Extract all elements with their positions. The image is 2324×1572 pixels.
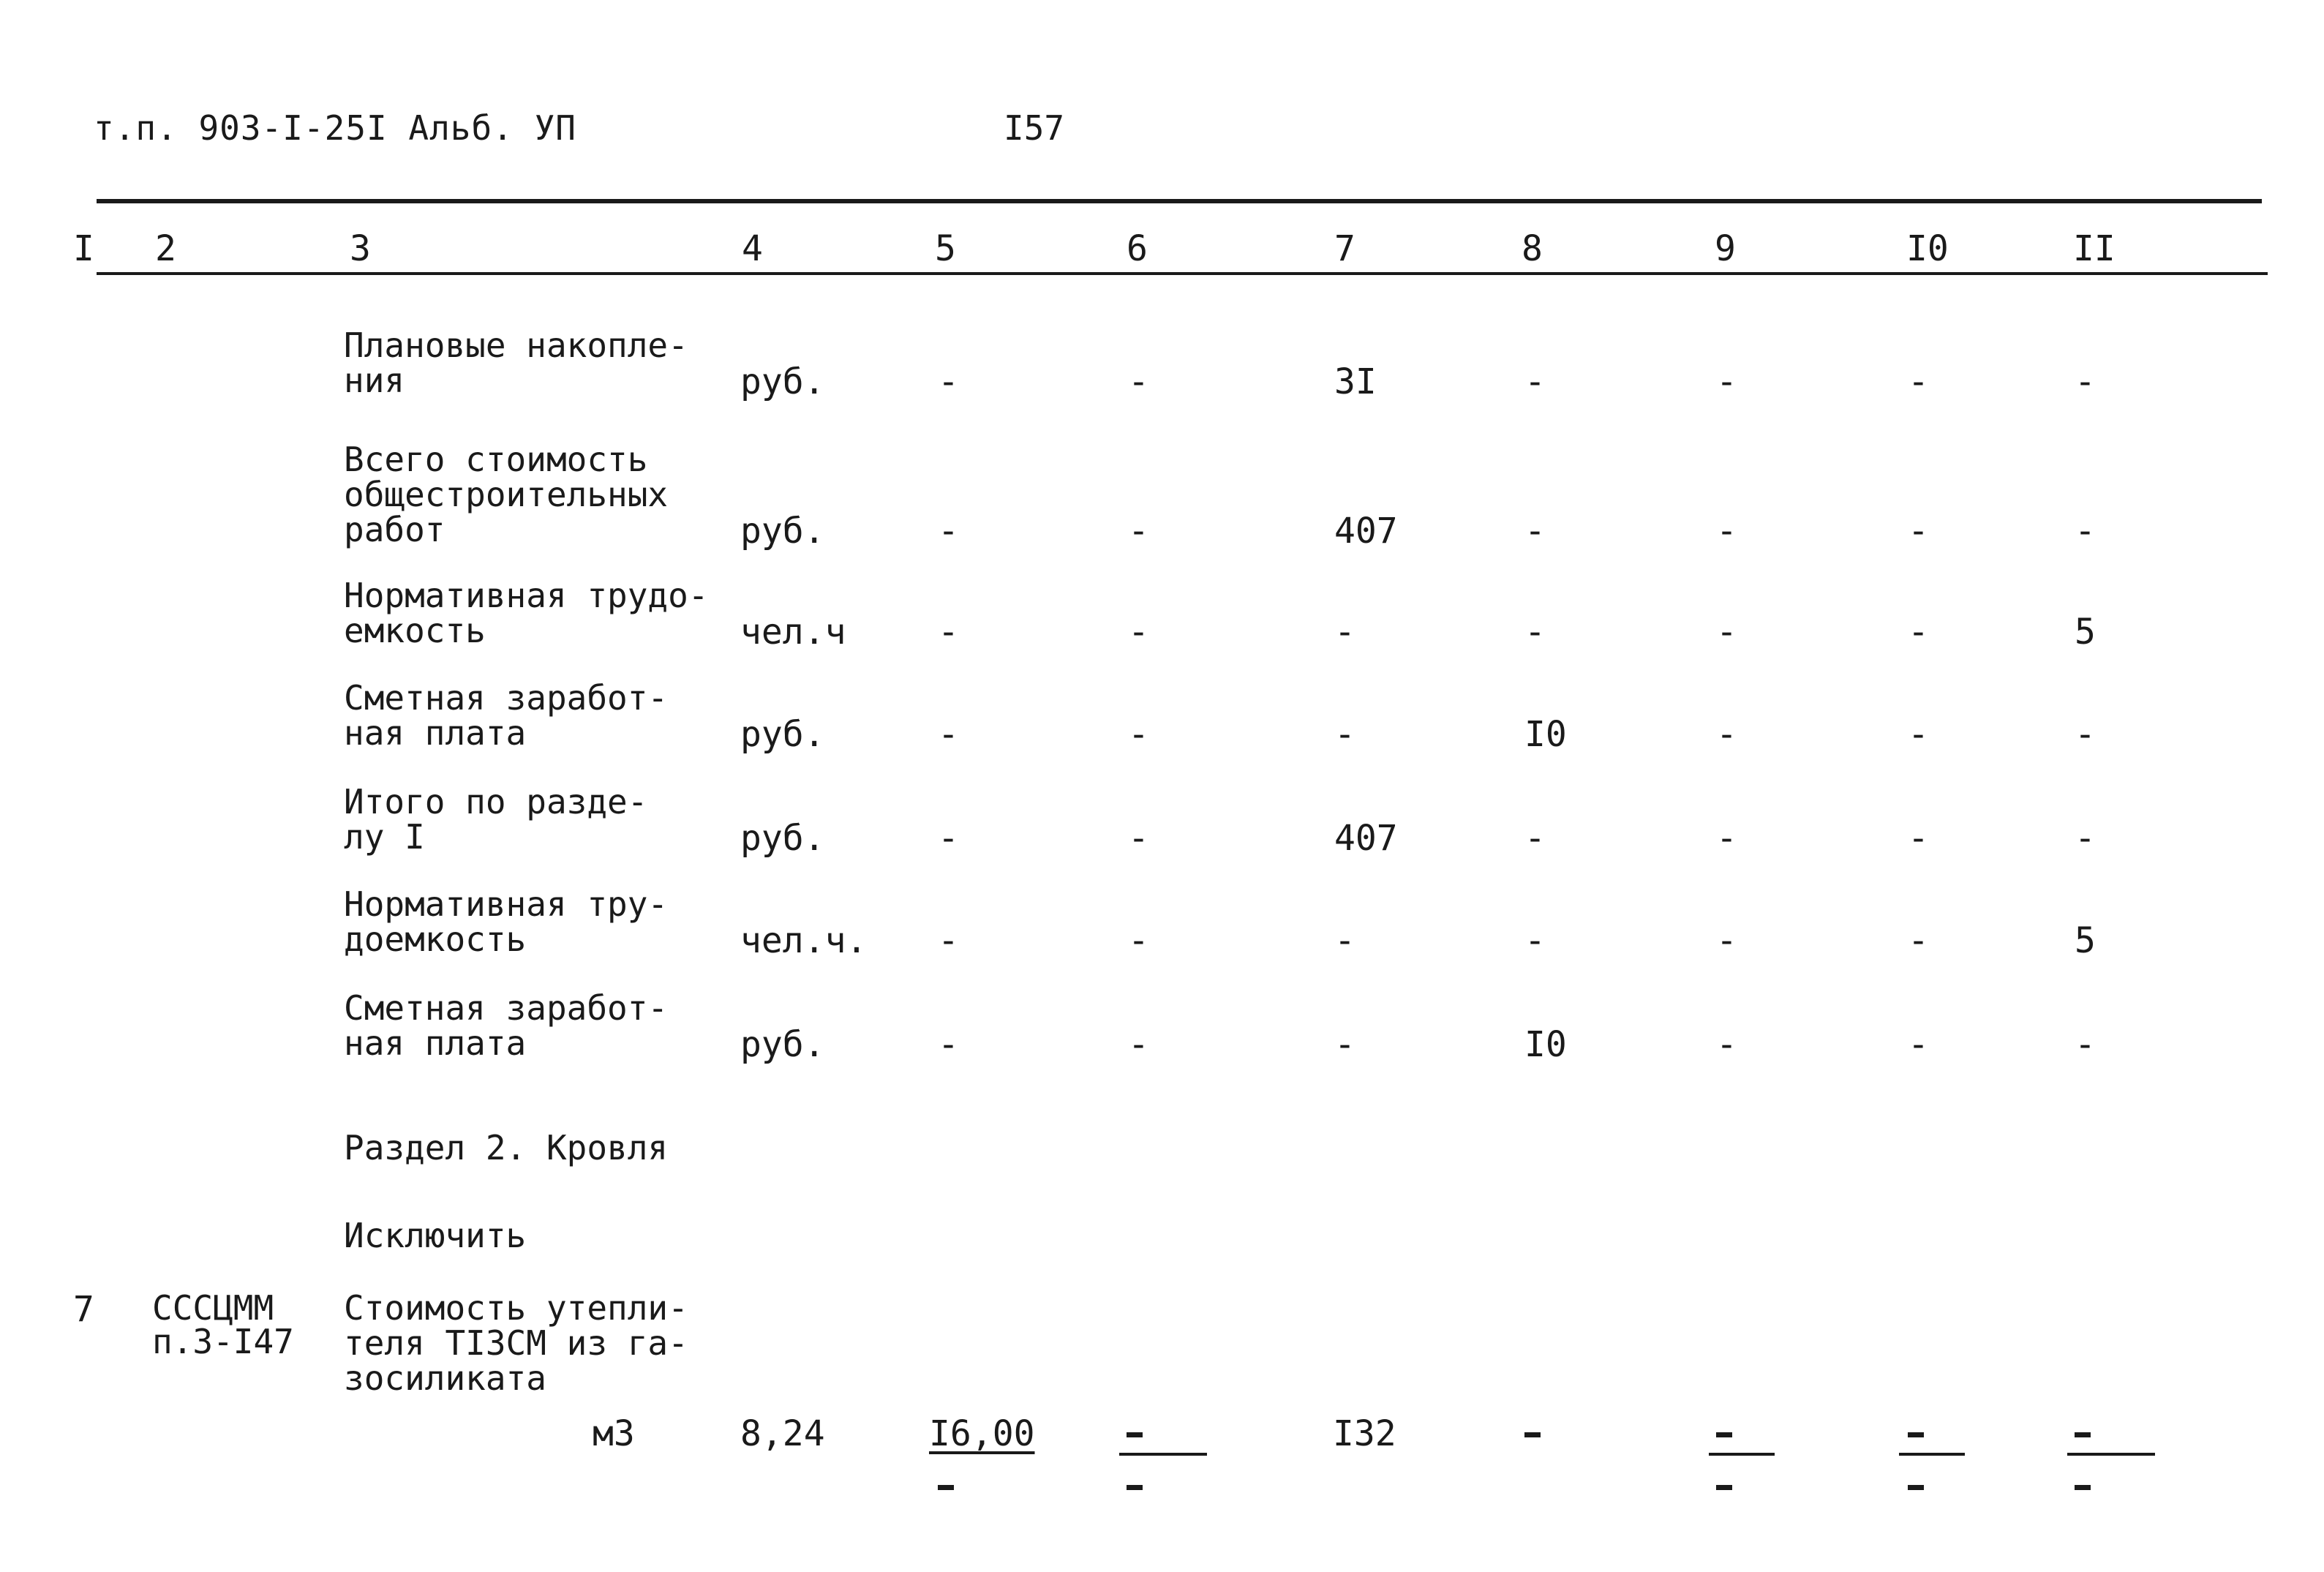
row-value-c5: - <box>938 818 959 859</box>
row-value-c5: - <box>938 612 959 653</box>
row-value-c11: - <box>2075 511 2096 552</box>
row-description: Сметная заработ- ная плата <box>344 988 669 1063</box>
row-value-c6: - <box>1128 714 1149 755</box>
item-col8-dash <box>1524 1432 1541 1437</box>
row-unit: руб. <box>740 361 825 402</box>
row-value-c6: - <box>1128 920 1149 961</box>
row-value-c9: - <box>1716 511 1737 552</box>
row-value-c7: 3I <box>1334 361 1377 402</box>
item-col11-fraction-line <box>2067 1453 2155 1456</box>
row-value-c8: - <box>1524 818 1546 859</box>
column-header-9: 9 <box>1715 228 1736 269</box>
item-description: Стоимость утепли- теля ТI3СМ из га- зосиликата <box>344 1288 688 1398</box>
row-description: Нормативная тру- доемкость <box>344 884 669 959</box>
row-value-c5: - <box>938 714 959 755</box>
item-col6-top-dash <box>1127 1432 1143 1437</box>
row-value-c8: - <box>1524 361 1546 402</box>
row-value-c6: - <box>1128 361 1149 402</box>
row-unit: чел.ч. <box>740 920 868 961</box>
item-col7-value: I32 <box>1333 1413 1396 1454</box>
row-value-c9: - <box>1716 920 1737 961</box>
item-number: 7 <box>73 1289 94 1330</box>
row-value-c7: 407 <box>1334 818 1398 859</box>
row-value-c10: - <box>1908 1024 1929 1065</box>
row-value-c10: - <box>1908 612 1929 653</box>
row-value-c10: - <box>1908 511 1929 552</box>
row-value-c6: - <box>1128 818 1149 859</box>
column-header-1: I <box>73 228 94 269</box>
column-header-10: I0 <box>1906 228 1949 269</box>
row-value-c6: - <box>1128 1024 1149 1065</box>
row-value-c6: - <box>1128 612 1149 653</box>
row-unit: руб. <box>740 511 825 552</box>
column-header-6: 6 <box>1127 228 1148 269</box>
row-description: Итого по разде- лу I <box>344 782 648 857</box>
row-value-c10: - <box>1908 714 1929 755</box>
row-value-c8: - <box>1524 612 1546 653</box>
row-value-c11: - <box>2075 1024 2096 1065</box>
row-unit: руб. <box>740 818 825 859</box>
item-col10-top-dash <box>1908 1432 1924 1437</box>
item-col9-fraction-line <box>1709 1453 1775 1456</box>
item-col10-bottom-dash <box>1908 1485 1924 1490</box>
row-unit: руб. <box>740 714 825 755</box>
column-header-7: 7 <box>1334 228 1355 269</box>
row-value-c5: - <box>938 361 959 402</box>
row-value-c7: - <box>1334 920 1355 961</box>
row-value-c8: I0 <box>1524 714 1567 755</box>
document-reference: т.п. 903-I-25I Альб. УП <box>94 108 576 148</box>
item-unit-price: I6,00 <box>929 1413 1035 1454</box>
row-value-c9: - <box>1716 612 1737 653</box>
row-value-c8: - <box>1524 511 1546 552</box>
column-header-4: 4 <box>742 228 763 269</box>
item-col11-bottom-dash <box>2075 1485 2091 1490</box>
column-header-11: II <box>2073 228 2116 269</box>
row-value-c9: - <box>1716 818 1737 859</box>
row-value-c7: - <box>1334 1024 1355 1065</box>
row-description: Нормативная трудо- емкость <box>344 576 709 650</box>
row-value-c10: - <box>1908 818 1929 859</box>
row-description: Всего стоимость общестроительных работ <box>344 440 669 549</box>
item-col6-bottom-dash <box>1127 1485 1143 1490</box>
table-top-rule <box>97 199 2262 203</box>
row-value-c8: - <box>1524 920 1546 961</box>
row-description: Сметная заработ- ная плата <box>344 678 669 753</box>
row-value-c7: - <box>1334 714 1355 755</box>
row-value-c9: - <box>1716 361 1737 402</box>
item-col5-bottom-dash <box>938 1485 954 1490</box>
row-value-c11: - <box>2075 361 2096 402</box>
item-col9-bottom-dash <box>1716 1485 1732 1490</box>
column-header-2: 2 <box>155 228 176 269</box>
item-unit: м3 <box>593 1413 635 1454</box>
row-unit: чел.ч <box>740 612 846 653</box>
row-value-c5: - <box>938 920 959 961</box>
header-bottom-rule <box>97 272 2268 275</box>
row-value-c9: - <box>1716 1024 1737 1065</box>
row-value-c6: - <box>1128 511 1149 552</box>
column-header-3: 3 <box>350 228 371 269</box>
row-value-c8: I0 <box>1524 1024 1567 1065</box>
item-quantity: 8,24 <box>740 1413 825 1454</box>
column-header-8: 8 <box>1522 228 1543 269</box>
item-col10-fraction-line <box>1899 1453 1965 1456</box>
row-value-c10: - <box>1908 361 1929 402</box>
exclude-label: Исключить <box>344 1216 527 1255</box>
row-value-c5: - <box>938 1024 959 1065</box>
column-header-5: 5 <box>935 228 956 269</box>
item-col9-top-dash <box>1716 1432 1732 1437</box>
row-value-c11: - <box>2075 714 2096 755</box>
row-value-c7: 407 <box>1334 511 1398 552</box>
page-number: I57 <box>1004 108 1065 148</box>
row-value-c10: - <box>1908 920 1929 961</box>
item-col11-top-dash <box>2075 1432 2091 1437</box>
row-value-c9: - <box>1716 714 1737 755</box>
row-value-c11: - <box>2075 818 2096 859</box>
section-title: Раздел 2. Кровля <box>344 1128 669 1167</box>
item-code-line2: п.3-I47 <box>152 1322 294 1361</box>
item-col6-fraction-line <box>1119 1453 1207 1456</box>
row-unit: руб. <box>740 1024 825 1065</box>
row-value-c7: - <box>1334 612 1355 653</box>
item-code-line1: СССЦММ <box>152 1288 274 1328</box>
row-description: Плановые накопле- ния <box>344 326 688 400</box>
row-value-c5: - <box>938 511 959 552</box>
row-value-c11: 5 <box>2075 612 2096 653</box>
row-value-c11: 5 <box>2075 920 2096 961</box>
